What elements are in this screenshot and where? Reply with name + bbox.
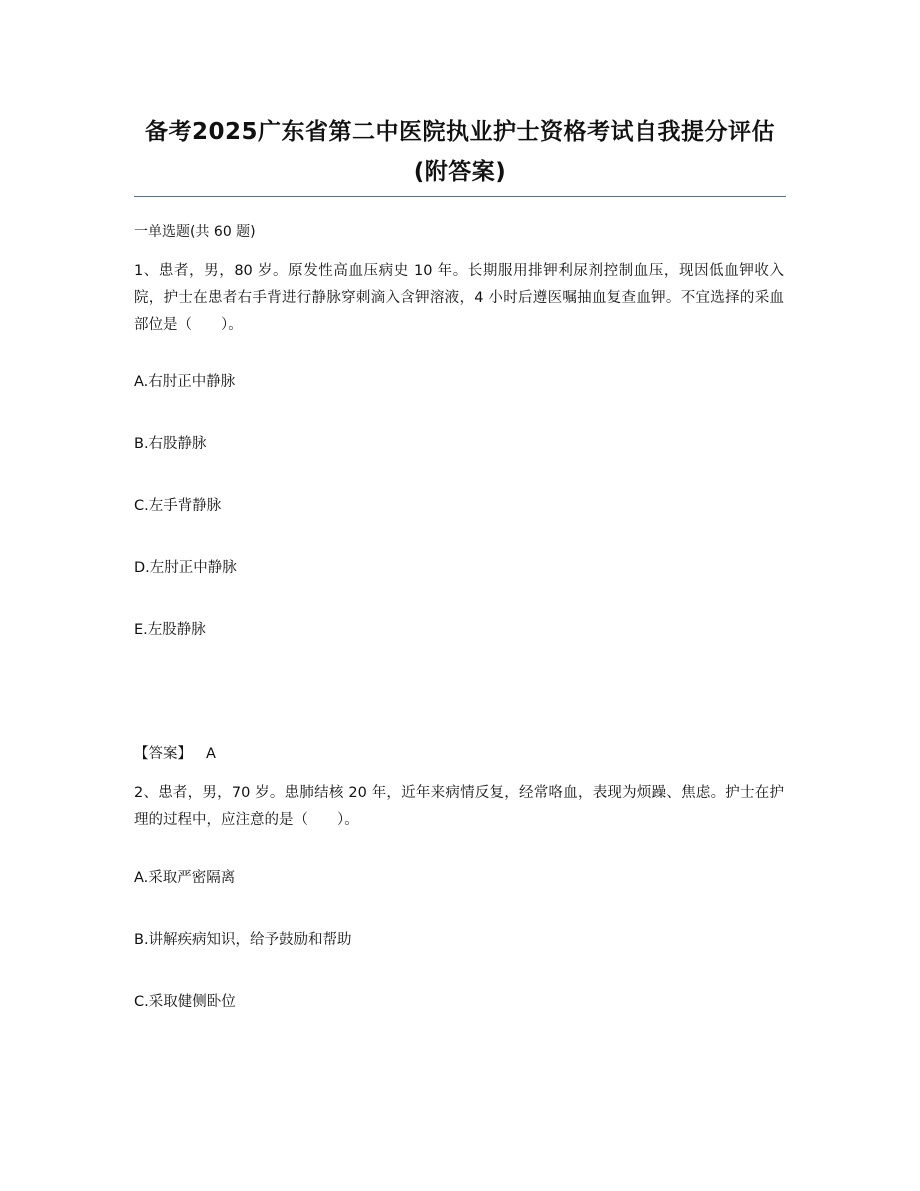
answer-label: 【答案】 (134, 746, 192, 762)
question-1-option-d: D.左肘正中静脉 (134, 560, 237, 576)
question-2-option-a: A.采取严密隔离 (134, 870, 236, 886)
section-label: 一单选题(共 60 题) (134, 224, 256, 240)
question-1-option-e: E.左股静脉 (134, 622, 206, 638)
question-1-text: 1、患者，男，80 岁。原发性高血压病史 10 年。长期服用排钾利尿剂控制血压，现因低血钾收入院，护士在患者右手背进行静脉穿刺滴入含钾溶液，4 小时后遵医嘱抽血复查血钾。不宜选择的采血部位是（ ）。 (134, 263, 784, 333)
question-1-option-c: C.左手背静脉 (134, 498, 222, 514)
answer-value: A (206, 746, 216, 762)
document-title: 备考2025广东省第二中医院执业护士资格考试自我提分评估(附答案) (144, 119, 775, 185)
question-2-text: 2、患者，男，70 岁。患肺结核 20 年，近年来病情反复，经常咯血，表现为烦躁、焦虑。护士在护理的过程中，应注意的是（ ）。 (134, 785, 784, 828)
question-1-option-b: B.右股静脉 (134, 436, 207, 452)
title-divider (134, 196, 786, 197)
question-2-option-c: C.采取健侧卧位 (134, 994, 236, 1010)
question-2-option-b: B.讲解疾病知识，给予鼓励和帮助 (134, 932, 352, 948)
question-1-option-a: A.右肘正中静脉 (134, 374, 236, 390)
question-1-answer (134, 744, 216, 764)
